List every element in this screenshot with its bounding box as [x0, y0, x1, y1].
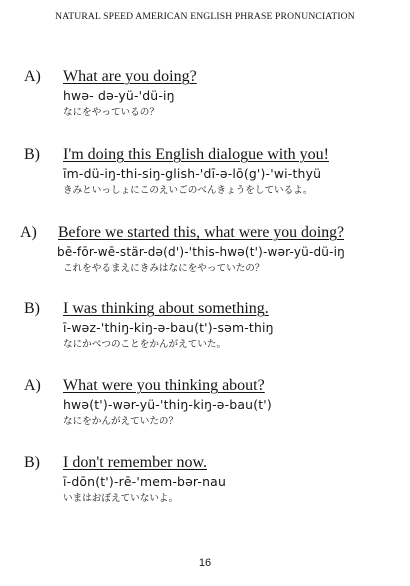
japanese-translation: これをやるまえにきみはなにをやっていたの？	[63, 263, 265, 274]
page-number: 16	[198, 557, 212, 569]
english-phrase: What are you doing?	[63, 68, 197, 85]
dialogue-entry	[0, 376, 410, 436]
dialogue-entry	[0, 299, 410, 359]
speaker-label: A)	[20, 224, 37, 241]
dialogue-entry	[0, 67, 410, 127]
dialogue-entry	[0, 145, 410, 205]
japanese-translation: いまはおぼえていないよ。	[63, 493, 179, 504]
english-phrase: What were you thinking about?	[63, 377, 265, 394]
speaker-label: A)	[24, 377, 41, 394]
japanese-translation: なにをやっているの？	[63, 107, 159, 118]
phonetic-transcription: ī-wəz-'thiŋ-kiŋ-ə-bau(t')-səm-thiŋ	[63, 320, 274, 335]
dialogue-entry	[0, 223, 410, 283]
phonetic-transcription: hwə- də-yü-'dü-iŋ	[63, 88, 175, 103]
speaker-label: B)	[24, 300, 40, 317]
japanese-translation: なにをかんがえていたの？	[63, 416, 179, 427]
dialogue-entry	[0, 453, 410, 513]
english-phrase: I don't remember now.	[63, 454, 208, 471]
english-phrase: I was thinking about something.	[63, 300, 269, 317]
phonetic-transcription: bē-fōr-wē-stär-də(d')-'this-hwə(t')-wər-yü-dü-iŋ	[57, 245, 345, 259]
phonetic-transcription: ī-dōn(t')-rē-'mem-bər-nau	[63, 474, 227, 489]
english-phrase: Before we started this, what were you doing?	[58, 224, 345, 241]
speaker-label: B)	[24, 454, 40, 471]
japanese-translation: きみといっしょにこのえいごのべんきょうをしているよ。	[63, 185, 313, 196]
phonetic-transcription: hwə(t')-wər-yü-'thiŋ-kiŋ-ə-bau(t')	[63, 397, 272, 412]
english-phrase: I'm doing this English dialogue with you!	[63, 146, 329, 163]
japanese-translation: なにかべつのことをかんがえていた。	[63, 339, 227, 350]
speaker-label: A)	[24, 68, 41, 85]
speaker-label: B)	[24, 146, 40, 163]
phonetic-transcription: īm-dü-iŋ-thi-siŋ-glish-'dī-ə-lō(g')-'wi-thyü	[63, 166, 322, 181]
page-title: NATURAL SPEED AMERICAN ENGLISH PHRASE PRONUNCIATION	[55, 11, 355, 22]
